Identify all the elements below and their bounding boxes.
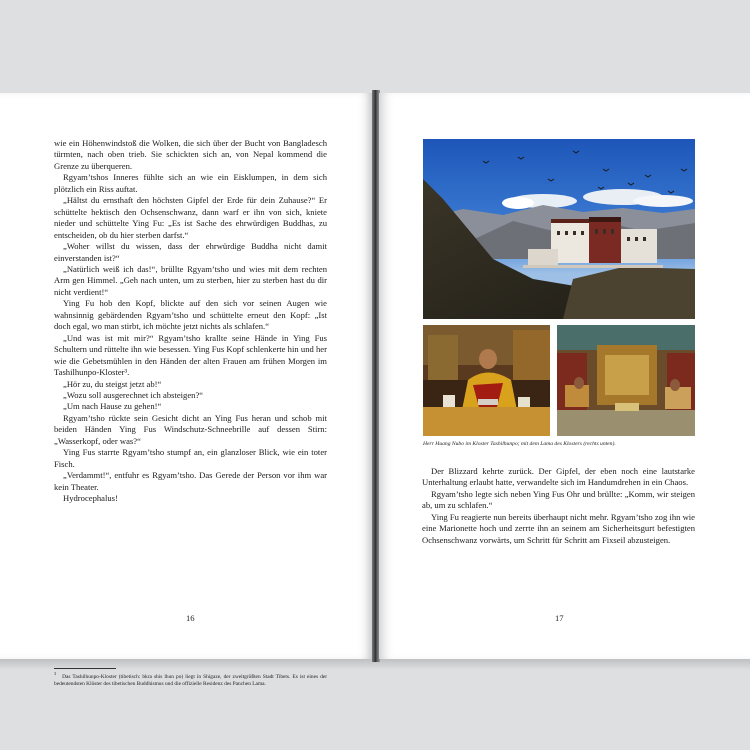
left-page-body bbox=[54, 138, 327, 505]
footnote-rule bbox=[54, 668, 116, 669]
right-page-body bbox=[422, 466, 695, 546]
body-paragraph: „Wozu soll ausgerechnet ich absteigen?“ bbox=[63, 389, 204, 400]
lama-photo bbox=[423, 325, 550, 436]
footnote-text: Das Tashilhunpo-Kloster (tibetisch: bkra shis lhun po) liegt in Shigaze, der zweitgrößten Stadt Tibets. Es ist eines der bedeutendsten Klöster des tibetischen Buddhismus und die offizielle Residenz des Panchen Lama. bbox=[54, 673, 327, 688]
body-paragraph: Ying Fus starrte Rgyam’tsho stumpf an, ein glanzloser Blick, wie ein toter Fisch. bbox=[54, 447, 327, 469]
left-page bbox=[0, 93, 373, 688]
body-paragraph: Ying Fu hob den Kopf, blickte auf den sich vor seinen Augen wie wahnsinnig gebärdenden Rgyam’tsho und schüttelte erneut den Kopf: „Ist doch egal, wo man stirbt, ich möchte jetzt nichts als schlafen.“ bbox=[54, 298, 327, 332]
temple-interior-photo bbox=[557, 325, 695, 436]
body-paragraph: „Verdammt!“, entfuhr es Rgyam’tsho. Das Gerede der Person vor ihm war kein Theater. bbox=[54, 470, 327, 492]
body-paragraph: Hydrocephalus! bbox=[63, 493, 118, 504]
body-paragraph: Der Blizzard kehrte zurück. Der Gipfel, der eben noch eine lautstarke Unterhaltung erlaubt hatte, verwandelte sich im Handumdrehen in ein Chaos. bbox=[422, 466, 695, 488]
footnote bbox=[54, 670, 327, 689]
photo-caption: Herr Huang Nubo im Kloster Tashilhunpo; mit dem Lama des Klosters (rechts unten). bbox=[423, 441, 616, 447]
body-paragraph: Rgyam’tshos Inneres fühlte sich an wie ein Eisklumpen, in dem sich plötzlich ein Riss auftat. bbox=[54, 172, 327, 194]
body-paragraph: wie ein Höhenwindstoß die Wolken, die sich über der Bucht von Bangladesch türmten, nach oben trieb. Sie schickten sich an, von Nepal kommend die Grenze zu überqueren. bbox=[54, 138, 327, 171]
footnote-number: 3 bbox=[54, 671, 57, 676]
page-number-right: 17 bbox=[555, 613, 564, 623]
body-paragraph: „Natürlich weiß ich das!“, brüllte Rgyam’tsho und wies mit dem rechten Arm gen Himmel. „Geh nach unten, um zu sterben, hier zu sterben hast du dir nicht verdient!“ bbox=[54, 263, 327, 297]
body-paragraph: „Und was ist mit mir?“ Rgyam’tsho krallte seine Hände in Ying Fus Schultern und rüttelte ihn wie besessen. Ying Fus Kopf schlenkerte hin und her wie die Gebetsmühlen in den Händen der alten Frauen am frühen Morgen im Tashilhunpo-Kloster³. bbox=[54, 332, 327, 378]
body-paragraph: „Um nach Hause zu gehen!“ bbox=[63, 401, 162, 412]
body-paragraph: Rgyam’tsho rückte sein Gesicht dicht an Ying Fus heran und schob mit beiden Händen Ying Fus Windschutz-Schneebrille auf dessen Stirn: „Wasserkopf, oder was?“ bbox=[54, 412, 327, 446]
body-paragraph: Ying Fu reagierte nun bereits überhaupt nicht mehr. Rgyam’tsho zog ihn wie eine Marionette hoch und zerrte ihn an seinem am Sicherheitsgurt befestigten Ochsenschwanz vorwärts, um Schritt für Schritt am Fixseil abzusteigen. bbox=[422, 511, 695, 545]
body-paragraph: „Woher willst du wissen, dass der ehrwürdige Buddha nicht damit einverstanden ist?“ bbox=[54, 241, 327, 263]
body-paragraph: Rgyam’tsho legte sich neben Ying Fus Ohr und brüllte: „Komm, wir steigen ab, um zu schlafen.“ bbox=[422, 488, 695, 511]
monastery-photo bbox=[423, 139, 695, 319]
page-number-left: 16 bbox=[186, 613, 195, 623]
body-paragraph: „Hör zu, du steigst jetzt ab!“ bbox=[63, 378, 162, 389]
body-paragraph: „Hältst du ernsthaft den höchsten Gipfel der Erde für dein Zuhause?“ Er schüttelte hektisch den Ochsenschwanz, dann warf er ihn von sich, kniete nieder und schüttelte Ying Fu: „Es ist Sache des ehrwürdigen Buddhas, zu entscheiden, ob du hier sterben darfst.“ bbox=[54, 195, 327, 240]
